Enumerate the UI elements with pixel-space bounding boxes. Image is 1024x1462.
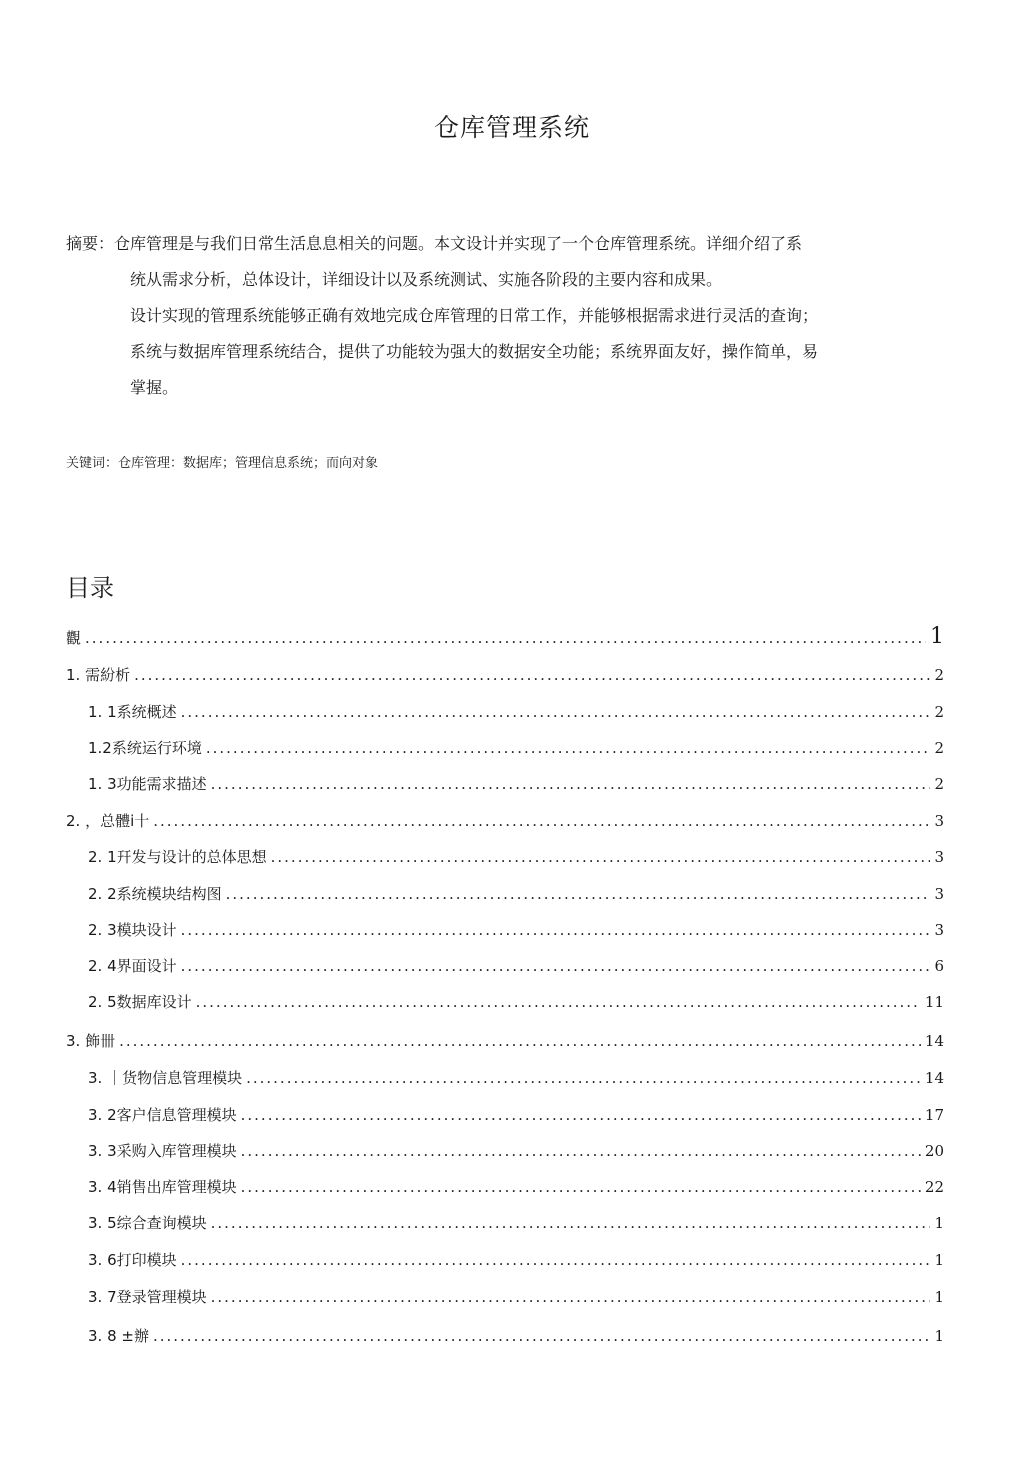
toc-entry[interactable] (88, 737, 944, 758)
toc-leader-dots (241, 1142, 921, 1160)
toc-page-number: 14 (924, 1069, 944, 1087)
toc-entry-label: 1. 需紛析 (66, 666, 131, 684)
toc-page-number: 2 (934, 666, 944, 684)
toc-leader-dots (153, 1327, 930, 1345)
toc-page-number: 2 (934, 739, 944, 757)
toc-entry[interactable] (88, 773, 944, 794)
toc-entry[interactable] (88, 1212, 944, 1233)
toc-page-number: 22 (924, 1178, 944, 1196)
abstract-line: 掌握。 (130, 378, 179, 397)
toc-entry-label: 3. 3采购入库管理模块 (88, 1142, 237, 1160)
toc-page-number: 3 (934, 848, 944, 866)
toc-page-number: 17 (924, 1106, 944, 1124)
toc-leader-dots (206, 739, 931, 757)
toc-leader-dots (211, 1214, 931, 1232)
toc-leader-dots (85, 629, 926, 647)
toc-leader-dots (241, 1178, 921, 1196)
toc-entry[interactable] (66, 1030, 944, 1051)
toc-page-number: 1 (934, 1214, 944, 1232)
toc-entry-label: 3. 5综合查询模块 (88, 1214, 207, 1232)
toc-entry[interactable] (88, 919, 944, 940)
toc-page-number: 1 (934, 1288, 944, 1306)
toc-entry-label: 2. 4界面设计 (88, 957, 177, 975)
abstract-line: 设计实现的管理系统能够正确有效地完成仓库管理的日常工作，并能够根据需求进行灵活的查询； (130, 306, 819, 325)
toc-leader-dots (241, 1106, 921, 1124)
toc-entry[interactable] (88, 1104, 944, 1125)
toc-entry[interactable] (88, 1325, 944, 1346)
toc-entry-label: 3. 2客户信息管理模块 (88, 1106, 237, 1124)
keywords: 关键词：仓库管理：数据库；管理信息系统；而向对象 (66, 456, 379, 471)
toc-entry-label: 3. 8 ±辦 (88, 1327, 149, 1345)
toc-leader-dots (134, 666, 930, 684)
toc-entry-label: 1. 1系统概述 (88, 703, 177, 721)
toc-entry-label: 2. 2系统模块结构图 (88, 885, 222, 903)
toc-page-number: 11 (924, 993, 944, 1011)
toc-entry-label: 觀 (66, 629, 82, 647)
toc-entry[interactable] (66, 664, 944, 685)
toc-leader-dots (181, 1251, 931, 1269)
toc-page-number: 2 (934, 775, 944, 793)
toc-entry-label: 3. ｜货物信息管理模块 (88, 1069, 243, 1087)
document-title: 仓库管理系统 (433, 113, 590, 142)
toc-entry[interactable] (88, 1067, 944, 1088)
toc-entry[interactable] (88, 991, 944, 1012)
toc-page-number: 3 (934, 885, 944, 903)
toc-entry[interactable] (88, 883, 944, 904)
toc-page-number: 3 (934, 812, 944, 830)
toc-leader-dots (153, 812, 930, 830)
toc-page-number: 1 (934, 1251, 944, 1269)
toc-leader-dots (246, 1069, 921, 1087)
toc-leader-dots (271, 848, 931, 866)
toc-entry[interactable] (88, 1176, 944, 1197)
toc-page-number: 6 (934, 957, 944, 975)
toc-page-number: 1 (930, 624, 944, 649)
toc-leader-dots (181, 921, 931, 939)
toc-entry-label: 1. 3功能需求描述 (88, 775, 207, 793)
toc-heading: 目录 (66, 574, 114, 602)
toc-entry-label: 3. 飾卌 (66, 1032, 116, 1050)
toc-leader-dots (211, 775, 931, 793)
toc-entry-label: 2. 3模块设计 (88, 921, 177, 939)
toc-entry[interactable] (88, 701, 944, 722)
toc-entry-label: 3. 6打印模块 (88, 1251, 177, 1269)
toc-entry-label: 3. 7登录管理模块 (88, 1288, 207, 1306)
toc-entry-label: 1.2系统运行环境 (88, 739, 202, 757)
toc-page-number: 14 (924, 1032, 944, 1050)
toc-entry[interactable] (88, 955, 944, 976)
toc-entry[interactable] (66, 810, 944, 831)
toc-leader-dots (211, 1288, 931, 1306)
abstract-line: 系统与数据库管理系统结合，提供了功能较为强大的数据安全功能；系统界面友好，操作简单，易 (130, 342, 819, 361)
toc-entry-label: 2. ，总體i十 (66, 812, 150, 830)
toc-entry[interactable] (66, 624, 944, 649)
abstract (66, 230, 936, 410)
toc-leader-dots (196, 993, 921, 1011)
toc-entry-label: 2. 5数据库设计 (88, 993, 192, 1011)
toc-leader-dots (119, 1032, 921, 1050)
toc-entry[interactable] (88, 1249, 944, 1270)
toc-page-number: 2 (934, 703, 944, 721)
toc-entry[interactable] (88, 846, 944, 867)
toc-leader-dots (181, 703, 931, 721)
toc-page-number: 3 (934, 921, 944, 939)
toc-entry-label: 2. 1幵发与设计的总体思想 (88, 848, 267, 866)
toc-entry[interactable] (88, 1286, 944, 1307)
toc-leader-dots (226, 885, 931, 903)
toc-page-number: 20 (924, 1142, 944, 1160)
abstract-line: 摘要：仓库管理是与我们日常生活息息相关的问题。本文设计并实现了一个仓库管理系统。详细介绍了系 (66, 234, 803, 253)
toc-entry[interactable] (88, 1140, 944, 1161)
abstract-line: 统从需求分析，总体设计，详细设计以及系统测试、实施各阶段的主要内容和成果。 (130, 270, 723, 289)
toc-entry-label: 3. 4销售出库管理模块 (88, 1178, 237, 1196)
toc-leader-dots (181, 957, 931, 975)
toc-page-number: 1 (934, 1327, 944, 1345)
